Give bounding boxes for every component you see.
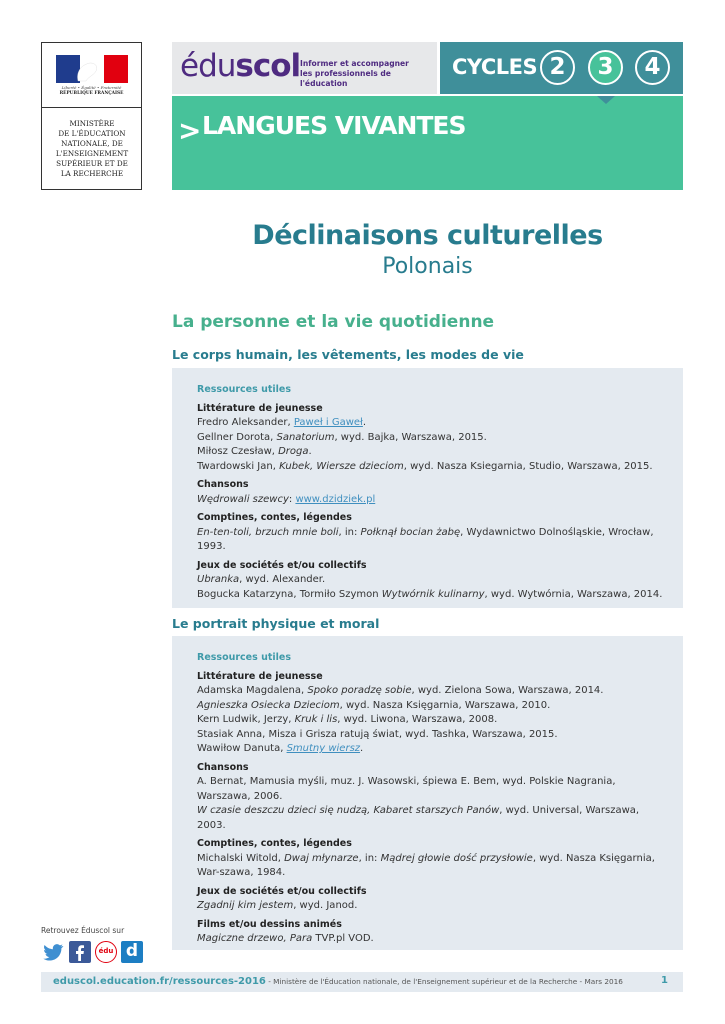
item-title: Wytwórnik kulinarny [381, 588, 485, 600]
item-text: , wyd. Liwona, Warszawa, 2008. [337, 714, 498, 725]
ministry-divider [42, 107, 141, 108]
item-text: , wyd. Wytwórnia, Warszawa, 2014. [484, 588, 663, 600]
resources-panel [172, 636, 683, 950]
ministry-name [46, 119, 138, 179]
item-title: Droga [278, 446, 309, 457]
tagline-line-1: Informer et accompagner [300, 59, 409, 68]
logo-bold: scol [235, 48, 301, 84]
document-subtitle: Polonais [382, 254, 473, 279]
list-item [197, 852, 667, 881]
item-title: Ubranka [197, 574, 240, 585]
item-title: Magiczne drzewo, Para [197, 933, 313, 944]
footer-site-link[interactable]: eduscol.education.fr/ressources-2016 [53, 976, 266, 987]
page-number: 1 [661, 975, 668, 986]
footer-credits: - Ministère de l'Éducation nationale, de l'Enseignement supérieur et de la Recherche - Mars 2016 [265, 977, 623, 986]
list-item [197, 526, 667, 555]
chevron-right-icon: > [178, 114, 202, 147]
item-title: Kruk i lis [294, 714, 338, 725]
cycle-2-badge: 2 [540, 50, 575, 85]
item-title: W czasie deszczu dzieci się nudzą, Kabaret starszych Panów [197, 805, 500, 816]
resources-title: Ressources utiles [197, 652, 291, 663]
item-text: , wyd. Nasza Ksiegarnia, Studio, Warszawa, 2015. [403, 460, 653, 472]
category-label: Comptines, contes, légendes [197, 512, 352, 523]
banner-notch [597, 96, 615, 104]
list-item: Stasiak Anna, Misza i Grisza ratują świat, wyd. Tashka, Warszawa, 2015. [197, 728, 558, 740]
ministry-name-line: MINISTÈRE [69, 119, 115, 128]
eduscol-tagline [300, 59, 436, 89]
ministry-logo [41, 42, 142, 190]
twitter-icon[interactable] [41, 940, 65, 964]
footer-text [53, 976, 623, 987]
item-title: Sanatorium [276, 431, 335, 443]
item-text: , wyd. Nasza Księgarnia, War-szawa, 1984. [197, 852, 655, 878]
item-text: : [288, 493, 296, 505]
item-text: . [360, 743, 364, 754]
item-title: Zgadnij kim jestem [197, 900, 294, 911]
item-title: Wędrowali szewcy [197, 493, 289, 505]
resources-content [197, 651, 667, 947]
item-text: , wyd. Universal, Warszawa, 2003. [197, 805, 640, 831]
item-text: . [362, 417, 367, 428]
item-title: En-ten-toli, brzuch mnie boli [197, 526, 339, 538]
item-text: Bogucka Katarzyna, Tormiło Szymon [197, 588, 382, 600]
item-title: Agnieszka Osiecka Dzieciom [197, 699, 340, 711]
item-text: Kern Ludwik, Jerzy, [197, 714, 295, 725]
list-item [197, 804, 667, 833]
category-label: Littérature de jeunesse [197, 402, 323, 414]
category-label: Films et/ou dessins animés [197, 918, 342, 930]
item-text: . [308, 446, 312, 457]
eduscol-social-icon[interactable]: édu [95, 941, 117, 963]
ministry-name-line: LA RECHERCHE [60, 169, 124, 178]
item-text: , wyd. Nasza Księgarnia, Warszawa, 2010. [339, 699, 551, 711]
item-text: Miłosz Czesław, [197, 446, 279, 457]
item-text: , in: [358, 852, 381, 864]
ministry-name-line: NATIONALE, DE [61, 139, 123, 148]
item-title: Połknął bocian żabę [360, 526, 461, 538]
section-title: La personne et la vie quotidienne [172, 312, 495, 332]
list-item [197, 431, 667, 446]
item-text: , Wydawnictwo Dolnośląskie, Wrocław, 1993. [197, 526, 654, 552]
item-text: , wyd. Zielona Sowa, Warszawa, 2014. [411, 685, 604, 696]
resources-title: Ressources utiles [197, 384, 291, 395]
list-item [197, 416, 667, 431]
subject-banner [172, 96, 683, 190]
cycle-3-badge: 3 [588, 50, 623, 85]
ministry-name-line: L'ENSEIGNEMENT [55, 149, 129, 158]
category-label: Jeux de sociétés et/ou collectifs [197, 885, 367, 897]
resource-link[interactable]: Paweł i Gaweł [293, 417, 363, 428]
category-label: Comptines, contes, légendes [197, 838, 352, 849]
republic-name: RÉPUBLIQUE FRANÇAISE [59, 91, 124, 96]
item-text: Adamska Magdalena, [197, 685, 308, 696]
list-item: A. Bernat, Mamusia myśli, muz. J. Wasowski, śpiewa E. Bem, wyd. Polskie Nagrania, Warszawa, 2006. [197, 776, 616, 802]
item-text: Fredro Aleksander, [197, 417, 294, 428]
list-item [197, 713, 667, 728]
cycles-label: CYCLES [452, 55, 538, 79]
item-text: , in: [338, 526, 361, 538]
resource-link[interactable]: www.dzidziek.pl [295, 493, 376, 505]
document-title: Déclinaisons culturelles [252, 220, 603, 251]
list-item [197, 493, 667, 508]
category-label: Jeux de sociétés et/ou collectifs [197, 559, 367, 571]
item-text: Gellner Dorota, [197, 431, 277, 443]
list-item [197, 699, 667, 714]
item-title: Dwaj młynarze [284, 852, 359, 864]
item-text: , wyd. Alexander. [239, 574, 326, 585]
page-footer [41, 972, 683, 992]
item-text: Twardowski Jan, [197, 460, 280, 472]
subject-title: LANGUES VIVANTES [202, 111, 466, 140]
list-item [197, 742, 667, 757]
list-item [197, 445, 667, 460]
list-item [197, 684, 667, 699]
eduscol-logo[interactable] [180, 48, 300, 84]
item-title: Kubek, Wiersze dzieciom [279, 460, 404, 472]
subsection-title: Le corps humain, les vêtements, les modes de vie [172, 347, 524, 362]
item-text: Michalski Witold, [197, 852, 285, 864]
category-label: Chansons [197, 761, 249, 773]
item-text: , wyd. Bajka, Warszawa, 2015. [334, 431, 487, 443]
item-text: , wyd. Janod. [293, 900, 358, 911]
marianne-flag-icon [56, 55, 128, 83]
subsection-title: Le portrait physique et moral [172, 616, 380, 631]
facebook-icon[interactable] [69, 941, 91, 963]
social-links [41, 940, 151, 964]
resource-link[interactable]: Smutny wiersz [286, 743, 361, 754]
facebook-glyph [69, 941, 91, 963]
list-item [197, 588, 667, 603]
cycles-header [440, 42, 683, 94]
follow-label: Retrouvez Éduscol sur [41, 926, 125, 935]
eduscol-header [172, 42, 437, 94]
list-item [197, 932, 667, 947]
list-item [197, 460, 667, 475]
item-title: Spoko poradzę sobie [307, 685, 412, 696]
ministry-name-line: SUPÉRIEUR ET DE [56, 159, 128, 168]
list-item [197, 899, 667, 914]
resources-panel [172, 368, 683, 608]
item-text: TVP.pl VOD. [312, 933, 374, 944]
republic-motto: Liberté • Égalité • Fraternité [61, 85, 122, 90]
list-item [197, 573, 667, 588]
category-label: Littérature de jeunesse [197, 670, 323, 682]
category-label: Chansons [197, 479, 249, 490]
item-title: Mądrej głowie dość przysłowie [380, 852, 533, 864]
item-text: Wawiłow Danuta, [197, 743, 287, 754]
dailymotion-icon[interactable]: d [121, 941, 143, 963]
cycle-4-badge: 4 [635, 50, 670, 85]
ministry-name-line: DE L'ÉDUCATION [58, 129, 126, 138]
resources-content [197, 383, 667, 602]
tagline-line-2: les professionnels de l'éducation [300, 69, 391, 88]
logo-light: édu [180, 48, 236, 84]
